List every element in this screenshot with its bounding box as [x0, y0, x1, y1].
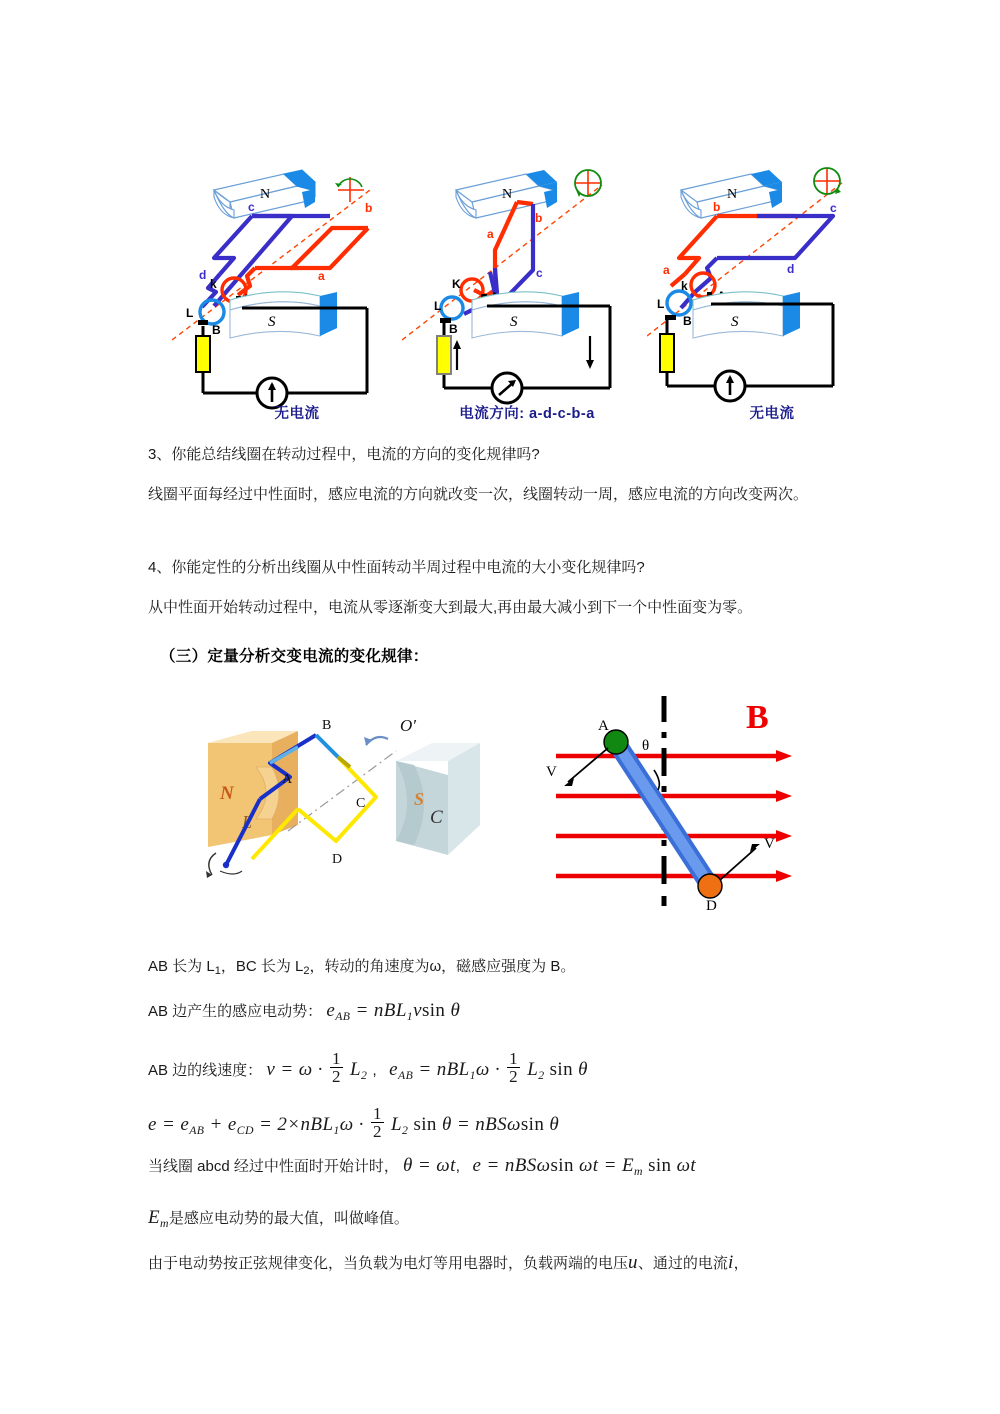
- magnet-south-pole: [693, 292, 800, 338]
- magnet-south-pole: [472, 292, 579, 338]
- given-post: ，转动的角速度为ω，磁感应强度为 B。: [309, 958, 576, 975]
- rod-label-D: D: [706, 898, 717, 914]
- current-symbol-i: i: [727, 1252, 734, 1273]
- generator-panel-2: [402, 140, 652, 430]
- given-sub2: 2: [303, 964, 310, 977]
- axis-label-O-prime: O′: [400, 716, 416, 735]
- load-pre: 由于电动势按正弦规律变化，当负载为电灯等用电器时，负载两端的电压: [148, 1255, 629, 1272]
- label-L: L: [186, 306, 194, 320]
- theta-equation: θ = ωt: [403, 1155, 456, 1176]
- label-k: K: [452, 277, 461, 291]
- coil-label-C: C: [356, 796, 366, 811]
- label-B: B: [212, 323, 221, 337]
- coil-red-branch: [671, 216, 795, 286]
- coil-label-b: b: [713, 200, 721, 214]
- coil-label-d: d: [199, 268, 207, 282]
- math-line-velocity: AB 边的线速度： v = ω · $\frac{1}{2}$ $L_2$ , $e_{AB} = nBL_1\omega$ · $\frac{1}{2}$ $L_2$ sin θ: [148, 1049, 588, 1087]
- coil-red-branch: [238, 228, 368, 295]
- label-k: k: [681, 279, 688, 293]
- magnet-north-pole: [214, 170, 315, 218]
- coil-label-a: a: [318, 269, 325, 283]
- svg-text:N: N: [260, 187, 271, 202]
- svg-text:N: N: [502, 187, 513, 202]
- generator-diagram-row: [150, 140, 920, 430]
- coil-label-b: b: [365, 201, 373, 215]
- svg-text:S: S: [414, 789, 425, 809]
- field-label-B: B: [746, 699, 769, 736]
- given-pre: AB 长为 L: [148, 958, 215, 975]
- answer-3: 线圈平面每经过中性面时，感应电流的方向就改变一次，线圈转动一周，感应电流的方向改变两次。: [148, 486, 809, 503]
- coil-label-c: c: [830, 201, 837, 215]
- svg-text:S: S: [510, 314, 518, 330]
- svg-text:L: L: [242, 812, 253, 832]
- magnet-north-pole: [681, 170, 782, 218]
- emf-AB-equation: $e_{AB} = nBL_1vsin$ θ: [326, 1000, 461, 1023]
- math-line-emf-AB: [148, 1000, 908, 1024]
- coil-label-c: c: [536, 266, 543, 280]
- coil-label-c: c: [248, 200, 255, 214]
- resistor-lamp: [196, 336, 210, 372]
- coil-label-D: D: [332, 852, 343, 867]
- generator-svg-2: [402, 140, 652, 430]
- svg-text:S: S: [268, 314, 276, 330]
- Em-subscript: m: [160, 1216, 169, 1230]
- label-k: k: [210, 277, 217, 291]
- emf-AB-label: AB 边产生的感应电动势：: [148, 1003, 323, 1020]
- load-mid: 、通过的电流: [637, 1255, 728, 1272]
- load-post: ，: [733, 1255, 749, 1272]
- question-3: 3、你能总结线圈在转动过程中，电流的方向的变化规律吗?: [148, 446, 540, 463]
- math-line-peak-value: [148, 1207, 908, 1231]
- label-L: L: [434, 299, 442, 313]
- answer-4: 从中性面开始转动过程中，电流从零逐渐变大到最大,再由最大减小到下一个中性面变为零。: [148, 599, 753, 616]
- rod-label-A: A: [598, 718, 609, 734]
- magnet-coil-svg: [190, 695, 510, 905]
- label-B: B: [449, 322, 458, 336]
- magnet-N-block: [208, 731, 298, 847]
- svg-text:S: S: [731, 314, 739, 330]
- label-B: B: [683, 314, 692, 328]
- math-line-given: [148, 955, 908, 977]
- math-line-total-emf: [148, 1105, 908, 1141]
- resistor-lamp: [437, 336, 451, 374]
- coil-label-a: a: [663, 263, 670, 277]
- section-heading-3: （三）定量分析交变电流的变化规律：: [160, 648, 429, 665]
- math-line-timing: 当线圈 abcd 经过中性面时开始计时， θ = ωt, e = nBSωsin $\omega t = E_m$ sin ωt: [148, 1155, 697, 1178]
- magnet-south-pole: [230, 292, 337, 338]
- slip-ring-blue: [441, 297, 463, 319]
- coil-label-d: d: [787, 262, 795, 276]
- quantitative-figure-row: [150, 690, 920, 925]
- svg-text:C: C: [430, 807, 443, 828]
- emf-AB-expanded-equation: $e_{AB} = nBL_1\omega$ · $\frac{1}{2}$ $L_2$ sin θ: [389, 1049, 588, 1087]
- coil-label-a: a: [487, 227, 494, 241]
- coil-label-A: A: [282, 772, 293, 787]
- brush-B: [198, 320, 208, 325]
- voltage-symbol-u: u: [628, 1252, 638, 1273]
- rotation-indicator-3: [814, 168, 841, 194]
- rod-node-D: [698, 874, 722, 898]
- rod-field-svg: [540, 690, 810, 915]
- rotation-indicator-2: [575, 170, 601, 197]
- svg-text:N: N: [727, 187, 738, 202]
- generator-panel-3: [647, 140, 897, 430]
- coil-label-b: b: [535, 211, 543, 225]
- angle-label: θ: [642, 738, 650, 754]
- timing-label: 当线圈 abcd 经过中性面时开始计时，: [148, 1158, 399, 1175]
- resistor-lamp: [660, 334, 674, 372]
- velocity-equation: v = ω · $\frac{1}{2}$ $L_2$: [266, 1049, 368, 1087]
- peak-value-text: 是感应电动势的最大值，叫做峰值。: [168, 1210, 409, 1227]
- rod-in-field-figure: [540, 690, 810, 915]
- given-mid: ，BC 长为 L: [220, 958, 304, 975]
- velocity-label-top: V: [546, 764, 557, 780]
- brush-B: [665, 315, 676, 320]
- question-4: 4、你能定性的分析出线圈从中性面转动半周过程中电流的大小变化规律吗?: [148, 559, 645, 576]
- label-L: L: [657, 297, 665, 311]
- velocity-label-bottom: V: [764, 836, 775, 852]
- generator-panel-1: [172, 140, 422, 430]
- svg-text:N: N: [220, 783, 234, 804]
- generator-svg-1: [172, 140, 422, 430]
- panel-1-caption: 无电流: [274, 406, 320, 422]
- Em-symbol: $E_m$: [148, 1207, 169, 1230]
- given-sub1: 1: [214, 964, 221, 977]
- math-line-load: [148, 1252, 908, 1274]
- magnet-coil-figure: [190, 695, 510, 905]
- total-emf-equation: $e = e_{AB} + e_{CD} = 2\times nBL_1\omega$ · $\frac{1}{2}$ $L_2$ sin θ = nBSωsin θ: [148, 1104, 560, 1142]
- generator-svg-3: [647, 140, 897, 430]
- panel-3-caption: 无电流: [749, 406, 795, 422]
- velocity-label: AB 边的线速度：: [148, 1062, 263, 1080]
- panel-2-caption: 电流方向: a-d-c-b-a: [459, 406, 595, 422]
- emf-sin-equation: e = nBSωsin $\omega t = E_m$ sin ωt: [472, 1155, 697, 1178]
- coil-label-B: B: [322, 718, 332, 733]
